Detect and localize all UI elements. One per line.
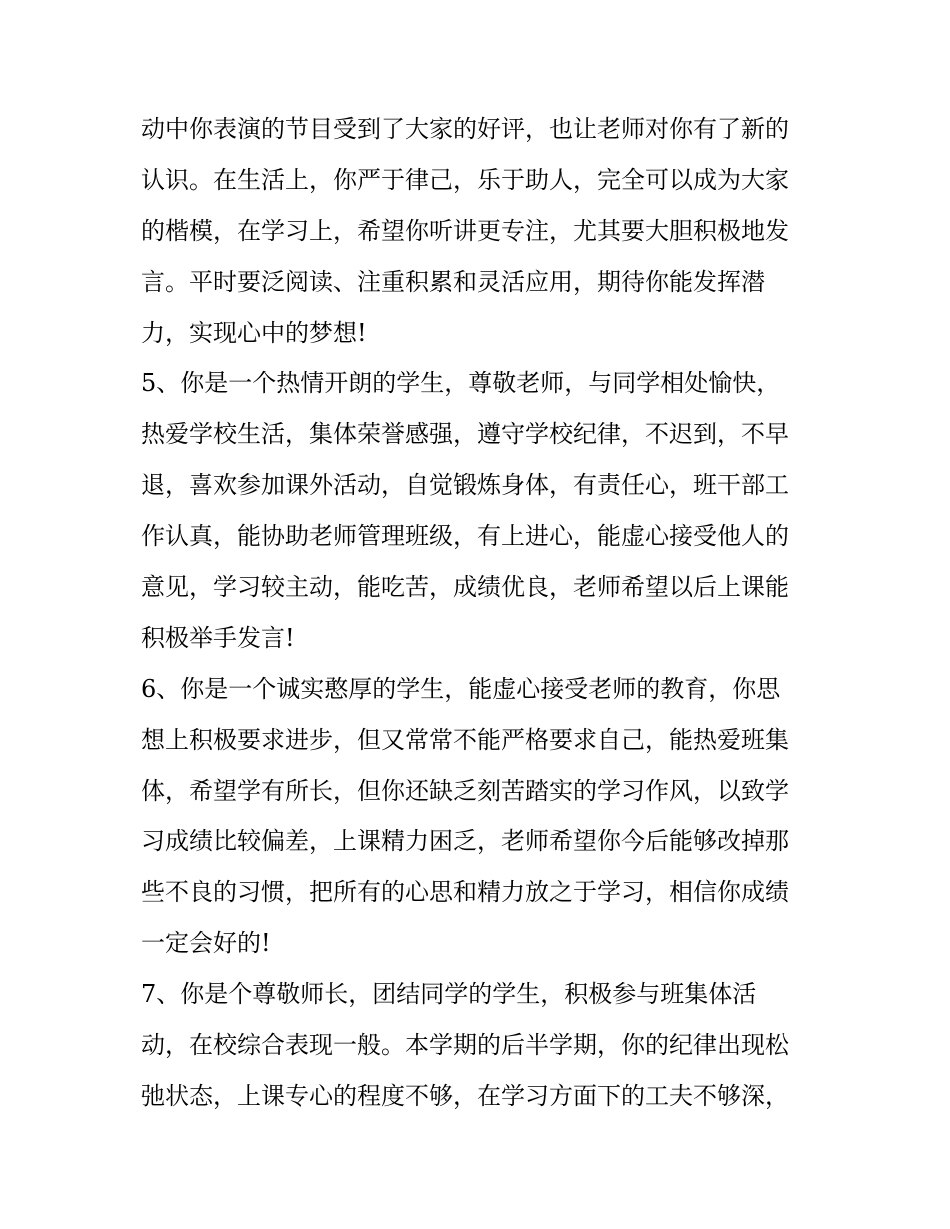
text-line-20: 弛状态，上课专心的程度不够，在学习方面下的工夫不够深， (141, 1081, 789, 1110)
text-line-19: 动，在校综合表现一般。本学期的后半学期，你的纪律出现松 (141, 1031, 789, 1060)
text-line-11: 积极举手发言! (141, 623, 295, 652)
text-line-13: 想上积极要求进步，但又常常不能严格要求自己，能热爱班集 (141, 725, 789, 754)
text-line-18: 7、你是个尊敬师长，团结同学的学生，积极参与班集体活 (141, 980, 757, 1009)
text-line-5: 力，实现心中的梦想! (141, 318, 367, 347)
text-line-6: 5、你是一个热情开朗的学生，尊敬老师，与同学相处愉快， (141, 369, 781, 398)
document-body (141, 104, 821, 1122)
text-line-1: 动中你表演的节目受到了大家的好评，也让老师对你有了新的 (141, 115, 789, 143)
text-line-3: 的楷模，在学习上，希望你听讲更专注，尤其要大胆积极地发 (141, 216, 789, 245)
text-line-8: 退，喜欢参加课外活动，自觉锻炼身体，有责任心，班干部工 (141, 471, 789, 500)
text-line-7: 热爱学校生活，集体荣誉感强，遵守学校纪律，不迟到，不早 (141, 420, 789, 449)
text-line-2: 认识。在生活上，你严于律己，乐于助人，完全可以成为大家 (141, 165, 789, 194)
text-line-4: 言。平时要泛阅读、注重积累和灵活应用，期待你能发挥潜 (141, 267, 765, 296)
text-line-16: 些不良的习惯，把所有的心思和精力放之于学习，相信你成绩 (141, 878, 789, 907)
text-line-17: 一定会好的! (141, 929, 271, 958)
text-line-12: 6、你是一个诚实憨厚的学生，能虚心接受老师的教育，你思 (141, 674, 781, 703)
text-line-15: 习成绩比较偏差，上课精力困乏，老师希望你今后能够改掉那 (141, 827, 789, 856)
text-line-9: 作认真，能协助老师管理班级，有上进心，能虚心接受他人的 (141, 522, 789, 551)
text-line-14: 体，希望学有所长，但你还缺乏刻苦踏实的学习作风，以致学 (141, 776, 789, 805)
text-line-10: 意见，学习较主动，能吃苦，成绩优良，老师希望以后上课能 (141, 573, 789, 602)
